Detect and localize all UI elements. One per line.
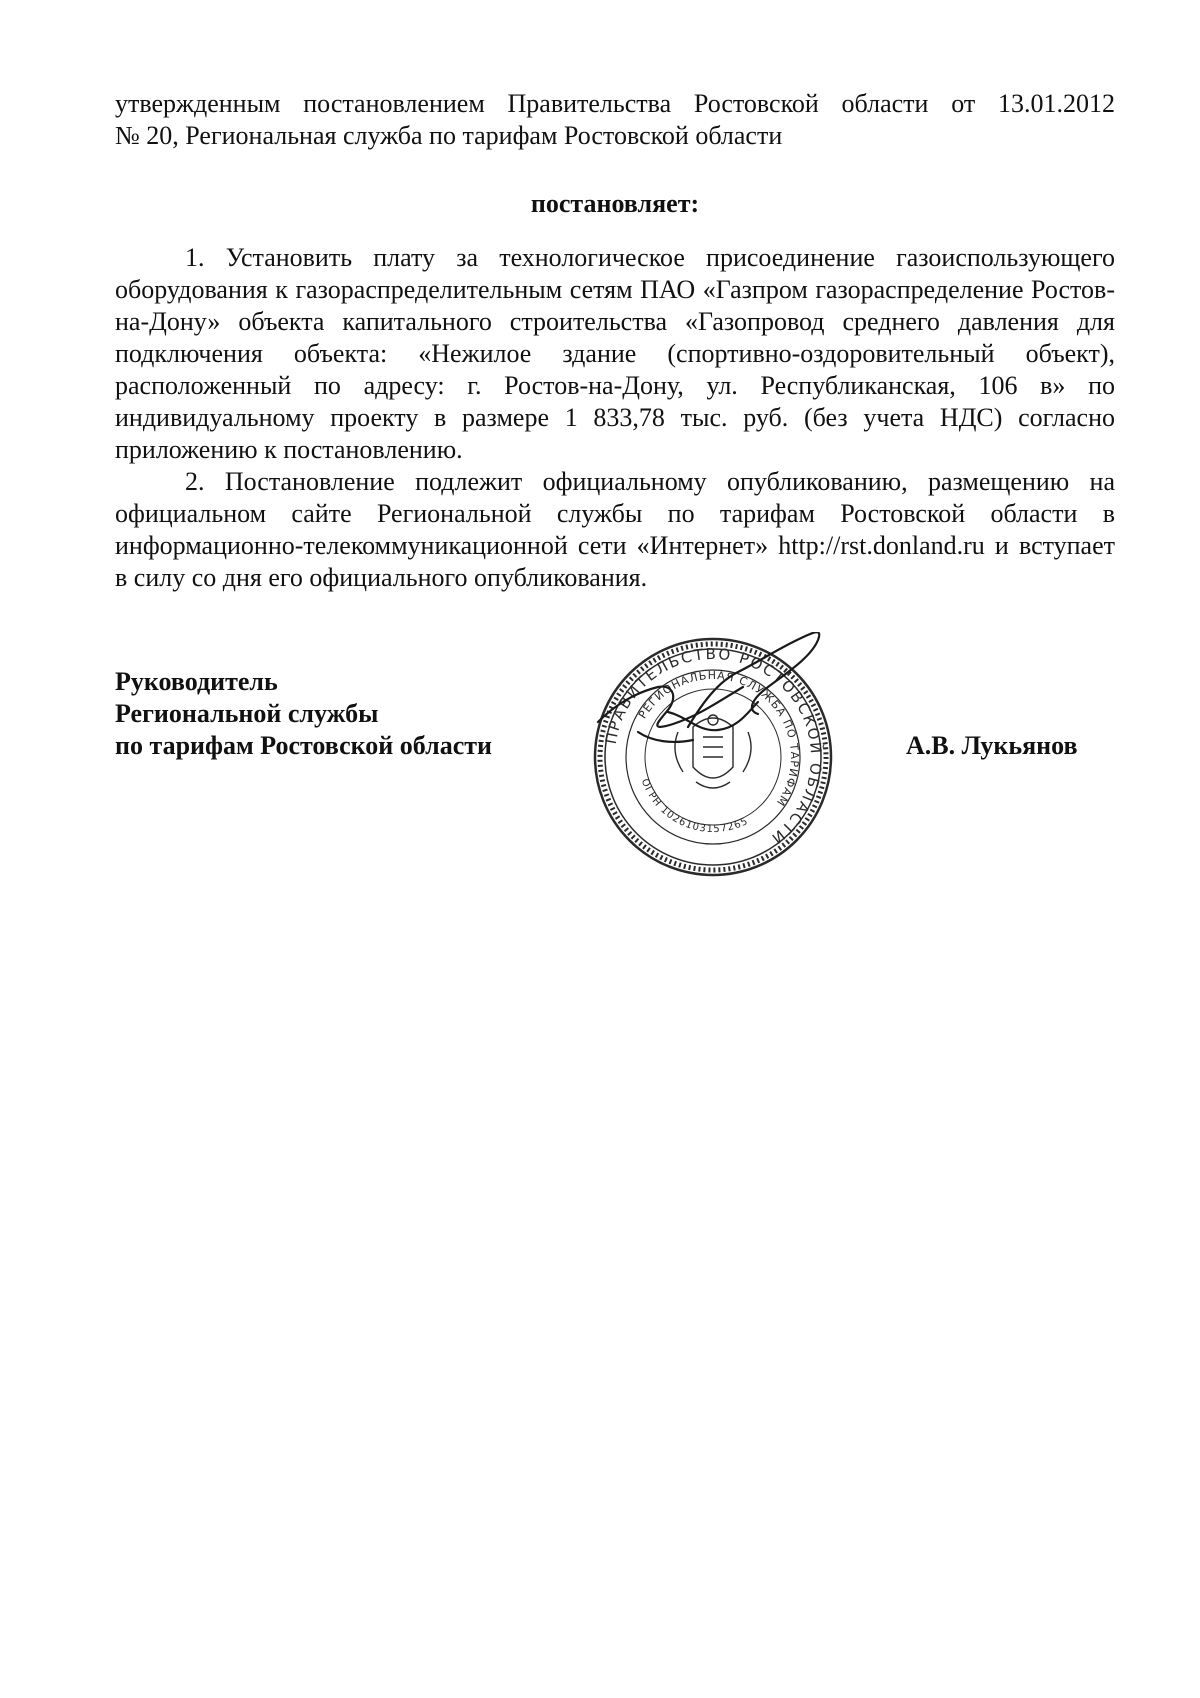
coat-of-arms-icon [675,715,751,788]
intro-line-1: утвержденным постановлением Правительства Ростовской области от 13.01.2012 [115,89,1115,118]
intro-line-2: № 20, Региональная служба по тарифам Ростовской области [115,121,783,150]
svg-text:ПРАВИТЕЛЬСТВО РОСТОВСКОЙ ОБЛАС: ПРАВИТЕЛЬСТВО РОСТОВСКОЙ ОБЛАСТИ [601,644,826,849]
signer-position-line-1: Руководитель [115,667,278,696]
svg-text:РЕГИОНАЛЬНАЯ СЛУЖБА ПО ТАРИФАМ: РЕГИОНАЛЬНАЯ СЛУЖБА ПО ТАРИФАМ [636,668,802,809]
official-seal [578,632,848,882]
resolution-heading: постановляет: [530,189,700,218]
svg-text:ОГРН 1026103157265: ОГРН 1026103157265 [638,777,751,836]
signer-position-line-2: Региональной службы [115,699,379,728]
signer-name: А.В. Лукьянов [906,731,1078,760]
resolution-points [115,242,1115,594]
signer-position-line-3: по тарифам Ростовской области [115,731,493,760]
resolution-point-1: 1. Установить плату за технологическое присоединение газоиспользующего оборудования к газораспределительным сетям ПАО «Газпром газораспределение Ростов-на-Дону» объекта капитального строительства «Газопровод среднего давления для подключения объекта: «Нежилое здание (спортивно-оздоровительный объект), расположенный по адресу: г. Ростов-на-Дону, ул. Республиканская, 106 в» по индивидуальному проекту в размере 1 833,78 тыс. руб. (без учета НДС) согласно приложению к постановлению. [115,243,1115,464]
resolution-point-2: 2. Постановление подлежит официальному опубликованию, размещению на официальном сайте Региональной службы по тарифам Ростовской области в информационно-телекоммуникационной сети «Интернет» http://rst.donland.ru и вступает в силу со дня его официального опубликования. [115,467,1115,592]
signer-position [115,666,492,762]
intro-paragraph [115,88,1115,152]
